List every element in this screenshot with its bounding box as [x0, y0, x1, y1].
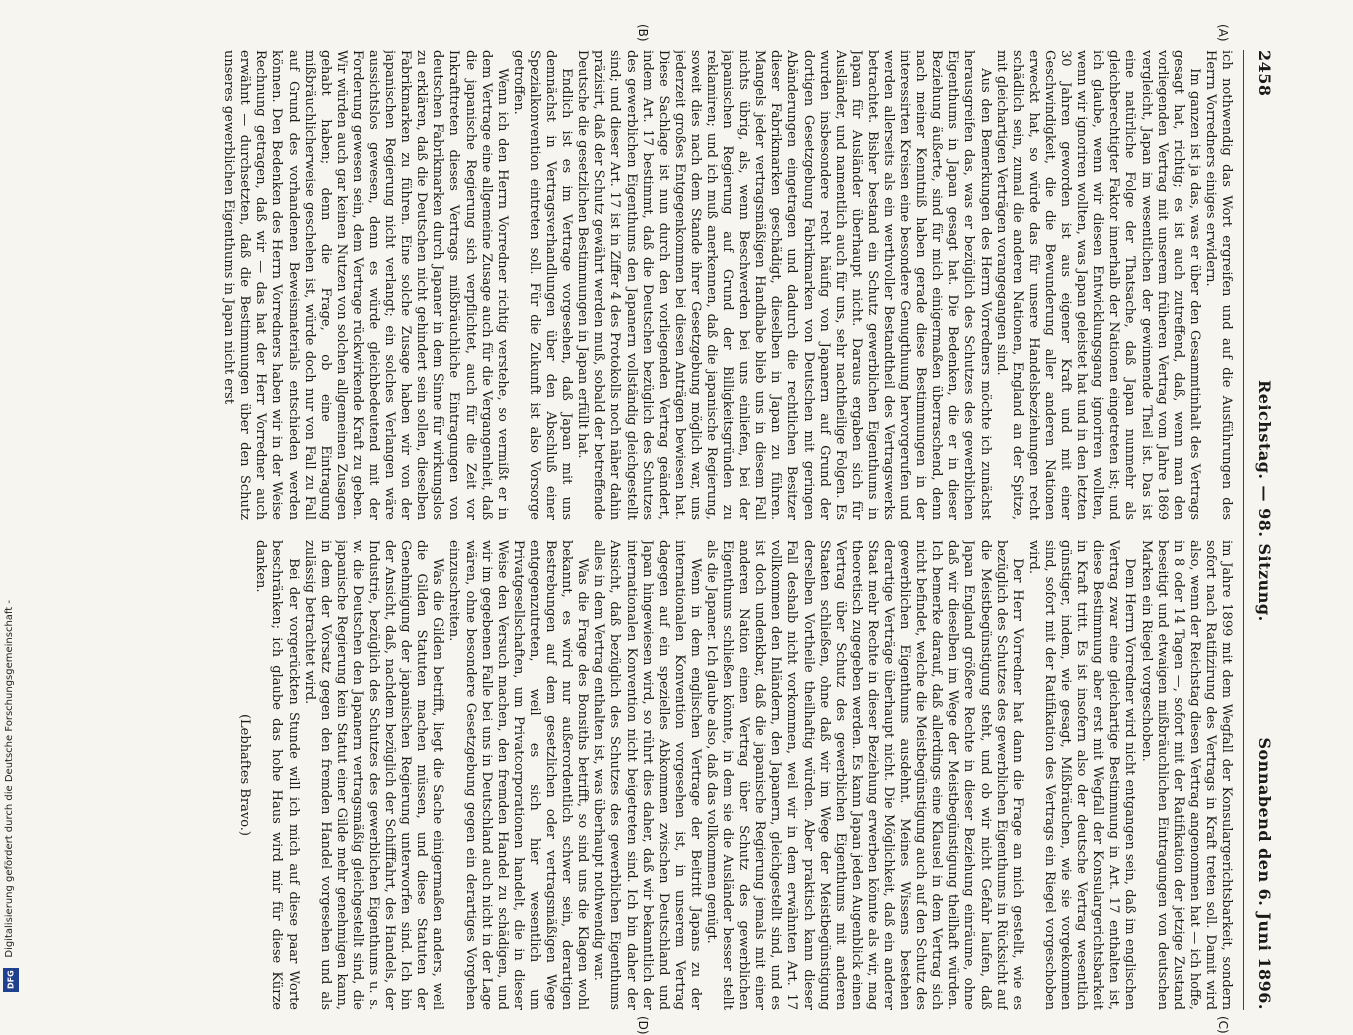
rotated-page [68, 24, 1278, 1035]
paragraph: Im ganzen ist ja das, was er über den Gesammtinhalt des Vertrags gesagt hat, richtig; es ist auch zutreffend, daß, wenn man den vorliegenden Vertrag mit unserem früheren Vertrag vom Jahre 1869 vergleicht, Japan im wesentlichen der gewinnende Theil ist. Das ist eine natürliche Folge der Thatsache, daß Japan nunmehr als gleichberechtigter Faktor innerhalb der Nationen eingetreten ist; und ich glaube, wenn wir diesen Entwicklungsgang ignoriren wollten, wenn wir ignoriren wollten, was Japan geleistet hat und in den letzten 30 Jahren geworden ist aus eigener Kraft und mit einer Geschwindigkeit, die die Bewunderung aller anderen Nationen erweckt hat, so würde das für unsere Handelsbeziehungen recht schädlich sein, zumal die anderen Nationen, England an der Spitze, mit gleichartigen Verträgen vorangegangen sind. [993, 50, 1202, 520]
right-column [74, 540, 1234, 1010]
left-column [74, 50, 1234, 520]
paragraph: Dem Herrn Vorredner wird nicht entgangen sein, daß im englischen Vertrag zwar eine gleichartige Bestimmung in Art. 17 enthalten ist, diese Bestimmung aber erst mit Wegfall der Konsulargerichtsbarkeit in Kraft tritt. Es ist insofern also der deutsche Vertrag wesentlich günstiger, indem, wie gesagt, Mißbräuchen, wie sie vorgekommen sind, sofort mit der Ratifikation des Vertrags ein Riegel vorgeschoben wird. [1025, 540, 1138, 1010]
paragraph: Endlich ist es im Vertrage vorgesehen, daß Japan mit uns demnächst in Vertragsverhandlungen über den Abschluß einer Spezialkonvention eintreten soll. Für die Zukunft ist also Vorsorge getroffen. [510, 50, 575, 520]
paragraph: Was die Frage des Bonsiths betrifft, so sind uns die Klagen wohl bekannt, es wird nur außerordentlich schwer sein, derartigen Bestrebungen auf dem gesetzlichen oder vertragsmäßigen Wege entgegenzutreten, weil es sich hier wesentlich um Privatgesellschaften, um Privatcorporationen handelt, die in dieser Weise den Versuch machen, den fremden Handel zu schädigen, und wir im gegebenen Falle bei uns in Deutschland auch nicht in der Lage wären, ohne besondere Gesetzgebung gegen ein derartiges Vorgehen einzuschreiten. [446, 540, 591, 1010]
session-title: Reichstag. — 98. Sitzung. [1255, 380, 1274, 622]
paragraph: Bei der vorgerückten Stunde will ich mich auf diese paar Worte beschränken; ich glaube das hohe Haus wird mir für diese Kürze danken. [253, 540, 301, 1010]
page-number: 2458 [1255, 50, 1274, 97]
dfg-logo: DFG [3, 968, 19, 992]
session-date: Sonnabend den 6. Juni 1896. [1255, 737, 1274, 1010]
margin-mark-b: (B) [636, 24, 650, 42]
margin-mark-a: (A) [1216, 24, 1230, 42]
page-header [1238, 50, 1278, 1010]
header-rule [1243, 50, 1244, 1010]
paragraph: Was die Gilden betrifft, liegt die Sache einigermaßen anders, weil die Gilden Statuten machen müssen, und diese Statuten der Genehmigung der japanischen Regierung unterworfen sind. Ich bin der Ansicht, daß, nachdem bezüglich der Schifffahrt, des Handels, der Industrie, bezüglich des Schutzes des gewerblichen Eigenthums u. s. w. die Deutschen den Japanern vertragsmäßig gleichgestellt sind, die japanische Regierung kein Statut einer Gilde mehr genehmigen kann, in dem der Vorsatz gegen den fremden Handel vorgesehen und als zulässig betrachtet wird. [301, 540, 446, 1010]
margin-mark-c: (C) [1216, 1016, 1230, 1034]
paragraph: ich nothwendig das Wort ergreifen und auf die Ausführungen des Herrn Vorredners einiges erwidern. [1202, 50, 1234, 520]
paragraph: Wenn in dem englischen Vertrage der Beitritt Japans zu der internationalen Konvention vorgesehen ist, in unserem Vertrag dagegen auf ein spezielles Abkommen zwischen Deutschland und Japan hingewiesen wird, so rührt dies daher, daß wir bekanntlich der internationalen Konvention nicht beigetreten sind. Ich bin daher der Ansicht, daß bezüglich des Schutzes des gewerblichen Eigenthums alles in dem Vertrag enthalten ist, was überhaupt nothwendig war. [591, 540, 703, 1010]
applause-note: (Lebhaftes Bravo.) [237, 713, 253, 837]
paragraph: Aus den Bemerkungen des Herrn Vorredners möchte ich zunächst herausgreifen das, was er bezüglich des Schutzes des gewerblichen Eigenthums in Japan gesagt hat. Die Bedenken, die er in dieser Beziehung äußerte, sind für mich einigermaßen überraschend, denn nach meiner Kenntniß haben gerade diese Bestimmungen in der interessirten Kreisen eine besondere Genugthuung hervorgerufen und werden allerseits als ein werthvoller Bestandtheil des Vertragswerks betrachtet. Bisher bestand ein Schutz gewerblichen Eigenthums in Japan für Ausländer überhaupt nicht. Daraus ergaben sich für Ausländer, und namentlich auch für uns, sehr nachtheilige Folgen. Es wurden insbesondere recht häufig von Japanern auf Grund der dortigen Gesetzgebung Fabrikmarken von Deutschen mit geringen Abänderungen eingetragen und dadurch die rechtlichen Besitzer dieser Fabrikmarken geschädigt, dieselben in Japan zu führen. Mangels jeder vertragsmäßigen Handhabe blieb uns in diesem Fall nichts übrig, als, wenn Beschwerden bei uns einliefen, bei der japanischen Regierung auf Grund der Billigkeitsgründen zu reklamiren; und ich muß anerkennen, daß die japanische Regierung, soweit dies nach dem Stande ihrer Gesetzgebung möglich war, uns jederzeit großes Entgegenkommen bei diesen Anträgen bewiesen hat. Diese Sachlage ist nun durch den vorliegenden Vertrag geändert, indem Art. 17 bestimmt, daß die Deutschen bezüglich des Schutzes des gewerblichen Eigenthums den Japanern vollständig gleichgestellt sind; und dieser Art. 17 ist in Ziffer 4 des Protokolls noch näher dahin präzisirt, daß der Schutz gewährt werden muß, sobald der betreffende Deutsche die gesetzlichen Bestimmungen in Japan erfüllt hat. [575, 50, 993, 520]
margin-mark-d: (D) [636, 1016, 650, 1035]
paragraph: im Jahre 1899 mit dem Wegfall der Konsulargerichtsbarkeit, sondern sofort nach Ratifizirung des Vertrags in Kraft treten soll. Damit wird also, wenn der Reichstag diesen Vertrag angenommen hat — ich hoffe, in 8 oder 14 Tagen —, sofort mit der Ratifikation der jetzige Zustand beseitigt und etwaigen mißbräuchlichen Eintragungen von deutschen Marken ein Riegel vorgeschoben. [1138, 540, 1234, 1010]
paragraph: Wenn ich den Herrn Vorredner richtig verstehe, so vermißt er in dem Vertrage eine allgemeine Zusage auch für die Vergangenheit, daß die japanische Regierung sich verpflichtet, auch für die Zeit vor Inkrafttreten dieses Vertrags mißbräuchliche Eintragungen von deutschen Fabrikmarken durch Japaner in dem Sinne für wirkungslos zu erklären, daß die Deutschen nicht gehindert sein sollen, dieselben Fabrikmarken zu führen. Eine solche Zusage haben wir von der japanischen Regierung nicht verlangt; ein solches Verlangen wäre aussichtslos gewesen, denn es würde gleichbedeutend mit der Forderung gewesen sein, dem Vertrage rückwirkende Kraft zu geben. Wir würden auch gar keinen Nutzen von solchen allgemeinen Zusagen gehabt haben; denn die Frage, ob eine Eintragung mißbräuchlicherweise geschehen ist, würde doch nur von Fall zu Fall auf Grund des vorhandenen Beweismaterials entschieden werden können. Den Bedenken des Herrn Vorredners haben wir in der Weise Rechnung getragen, daß wir — das hat der Herr Vorredner auch erwähnt — durchsetzten, daß die Bestimmungen über den Schutz unseres gewerblichen Eigenthums in Japan nicht erst [221, 50, 510, 520]
paragraph: Der Herr Vorredner hat dann die Frage an mich gestellt, wie es bezüglich des Schutzes des gewerblichen Eigenthums in Rücksicht auf die Meistbegünstigung steht, und ob wir nicht Gefahr laufen, daß Japan England größere Rechte in dieser Beziehung einräume, ohne daß wir dieselben im Wege der Meistbegünstigung theilhaft würden. Ich bemerke darauf, daß allerdings eine Klausel in dem Vertrag sich nicht befindet, welche die Meistbegünstigung auch auf den Schutz des gewerblichen Eigenthums ausdehnt. Meines Wissens bestehen derartige Verträge überhaupt nicht. Die Möglichkeit, daß ein anderer Staat mehr Rechte in dieser Beziehung erwerben könnte als wir, mag theoretisch zugegeben werden. Es kann Japan jeden Augenblick einen Vertrag über Schutz des gewerblichen Eigenthums mit anderen Staaten schließen, ohne daß wir im Wege der Meistbegünstigung derselben Vortheile theilhaftig würden. Aber praktisch kann dieser Fall deshalb nicht vorkommen, weil wir in dem erwähnten Art. 17 vollkommen den Inländern, den Japanern, gleichgestellt sind, und es ist doch undenkbar, daß die japanische Regierung jemals mit einer anderen Nation einen Vertrag über Schutz des gewerblichen Eigenthums schließen könnte, in dem sie die Ausländer besser stellt als die Japaner. Ich glaube also, daß das vollkommen genügt. [704, 540, 1025, 1010]
digitization-credit: Digitalisierung gefördert durch die Deutsche Forschungsgemeinschaft - [4, 600, 15, 958]
